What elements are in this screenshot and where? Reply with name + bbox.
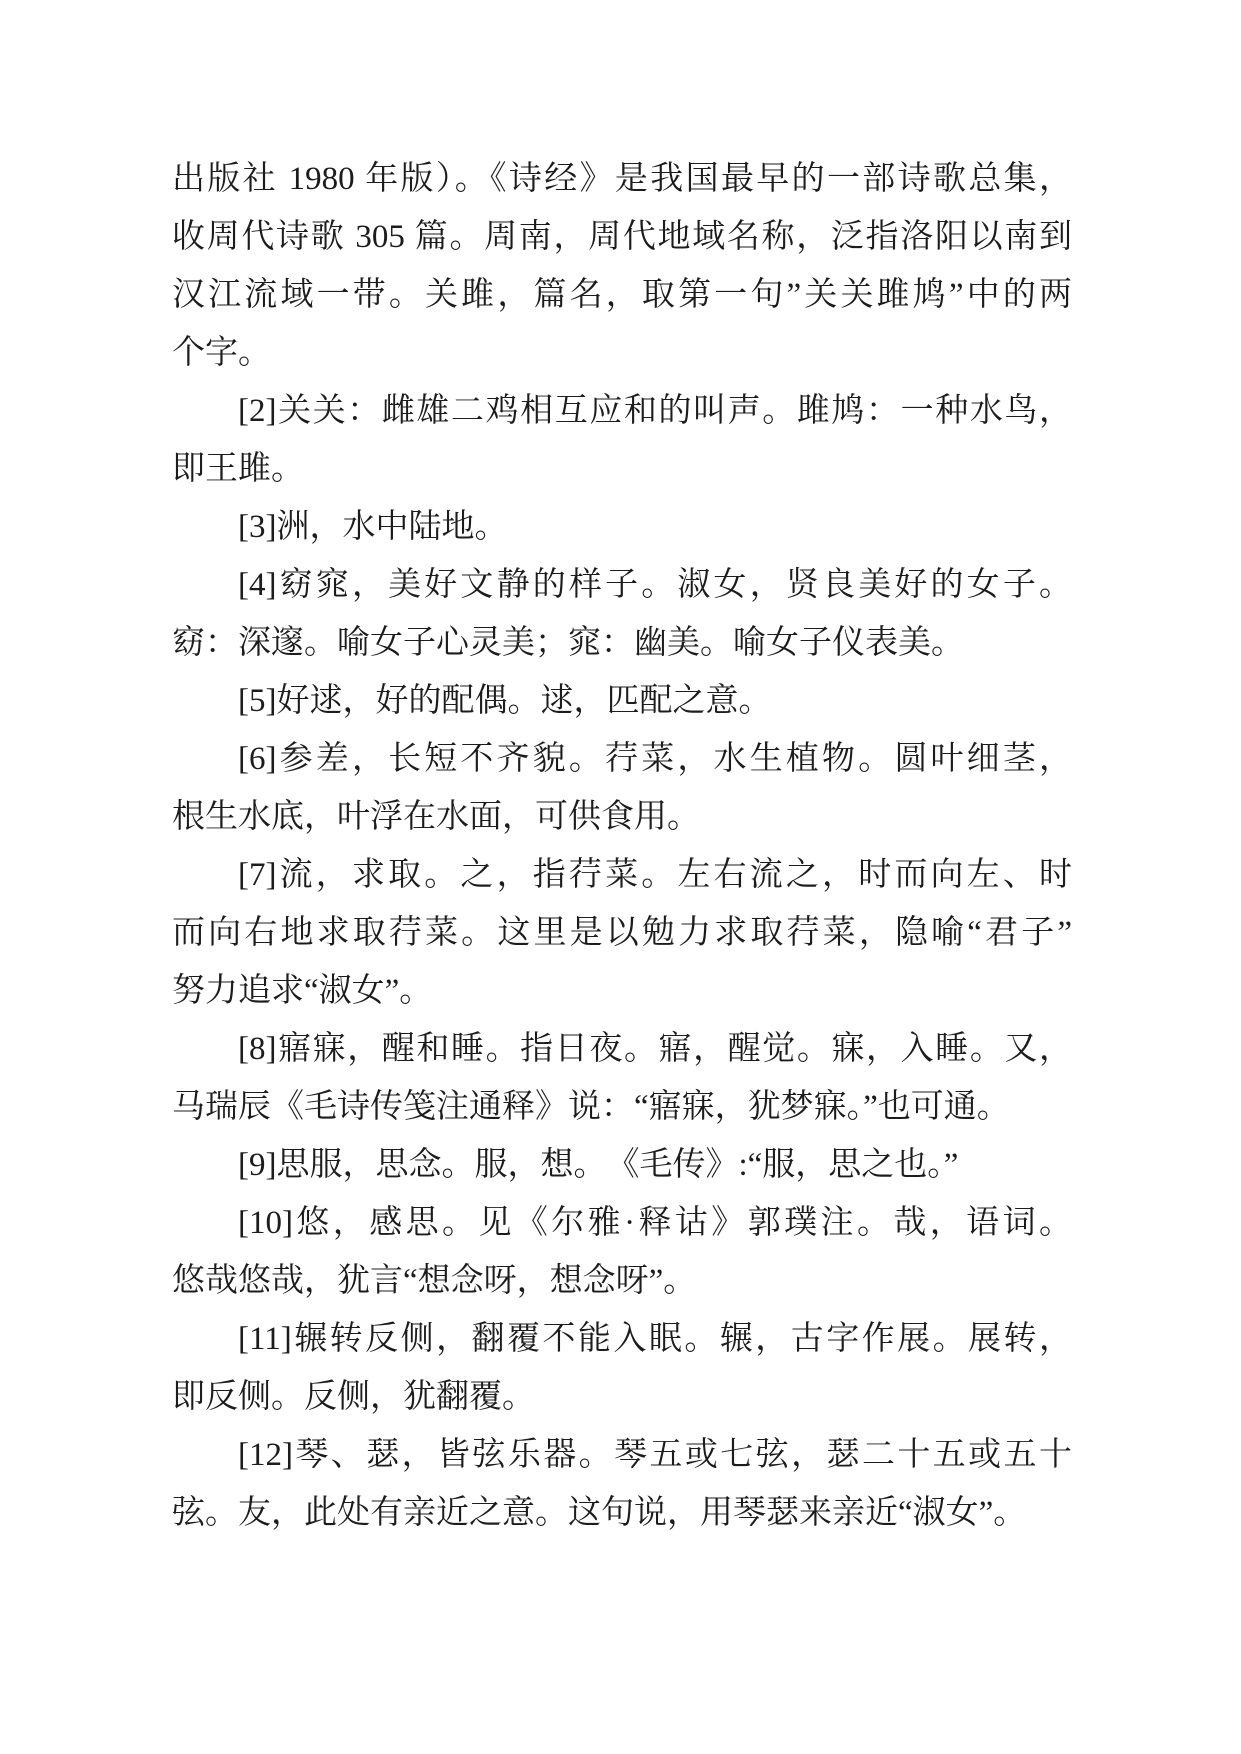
text-line: [6]参差，长短不齐貌。荇菜，水生植物。圆叶细茎，	[238, 741, 1072, 777]
document-body	[172, 150, 1072, 1542]
footnote-9	[172, 1136, 1072, 1194]
text-line: [5]好逑，好的配偶。逑，匹配之意。	[238, 683, 772, 719]
text-line: 即反侧。反侧，犹翻覆。	[172, 1379, 535, 1415]
footnote-4	[172, 556, 1072, 672]
intro-continuation-paragraph	[172, 150, 1072, 382]
text-line: [8]寤寐，醒和睡。指日夜。寤，醒觉。寐，入睡。又，	[238, 1031, 1072, 1067]
text-line: 汉江流域一带。关雎，篇名，取第一句”关关雎鸠”中的两	[172, 277, 1072, 313]
text-line: [3]洲，水中陆地。	[238, 509, 508, 545]
footnote-3	[172, 498, 1072, 556]
text-line: 而向右地求取荇菜。这里是以勉力求取荇菜，隐喻“君子”	[172, 915, 1072, 951]
text-line: [2]关关：雌雄二鸡相互应和的叫声。雎鸠：一种水鸟，	[238, 393, 1072, 429]
text-line: 即王雎。	[172, 451, 304, 487]
footnote-10	[172, 1194, 1072, 1310]
text-line: 努力追求“淑女”。	[172, 973, 433, 1009]
text-line: 悠哉悠哉，犹言“想念呀，想念呀”。	[172, 1263, 697, 1299]
text-line: 收周代诗歌 305 篇。周南，周代地域名称，泛指洛阳以南到	[172, 219, 1072, 255]
footnote-5	[172, 672, 1072, 730]
text-line: 马瑞辰《毛诗传笺注通释》说：“寤寐，犹梦寐。”也可通。	[172, 1089, 1010, 1125]
footnote-8	[172, 1020, 1072, 1136]
footnote-6	[172, 730, 1072, 846]
text-line: 弦。友，此处有亲近之意。这句说，用琴瑟来亲近“淑女”。	[172, 1495, 1027, 1531]
text-line: 个字。	[172, 335, 271, 371]
footnote-11	[172, 1310, 1072, 1426]
text-line: [10]悠，感思。见《尔雅·释诂》郭璞注。哉，语词。	[238, 1205, 1072, 1241]
footnote-12	[172, 1426, 1072, 1542]
text-line: [11]辗转反侧，翻覆不能入眠。辗，古字作展。展转，	[238, 1321, 1072, 1357]
text-line: [9]思服，思念。服，想。 《毛传》:“服，思之也。”	[238, 1147, 959, 1183]
text-line: 窈：深邃。喻女子心灵美；窕：幽美。喻女子仪表美。	[172, 625, 964, 661]
footnote-7	[172, 846, 1072, 1020]
text-line: [12]琴、瑟，皆弦乐器。琴五或七弦，瑟二十五或五十	[238, 1437, 1072, 1473]
footnote-2	[172, 382, 1072, 498]
text-line: 根生水底，叶浮在水面，可供食用。	[172, 799, 700, 835]
text-line: [7]流，求取。之，指荇菜。左右流之，时而向左、时	[238, 857, 1072, 893]
text-line: [4]窈窕，美好文静的样子。淑女，贤良美好的女子。	[238, 567, 1072, 603]
text-line: 出版社 1980 年版）。《诗经》是我国最早的一部诗歌总集，	[172, 161, 1072, 197]
